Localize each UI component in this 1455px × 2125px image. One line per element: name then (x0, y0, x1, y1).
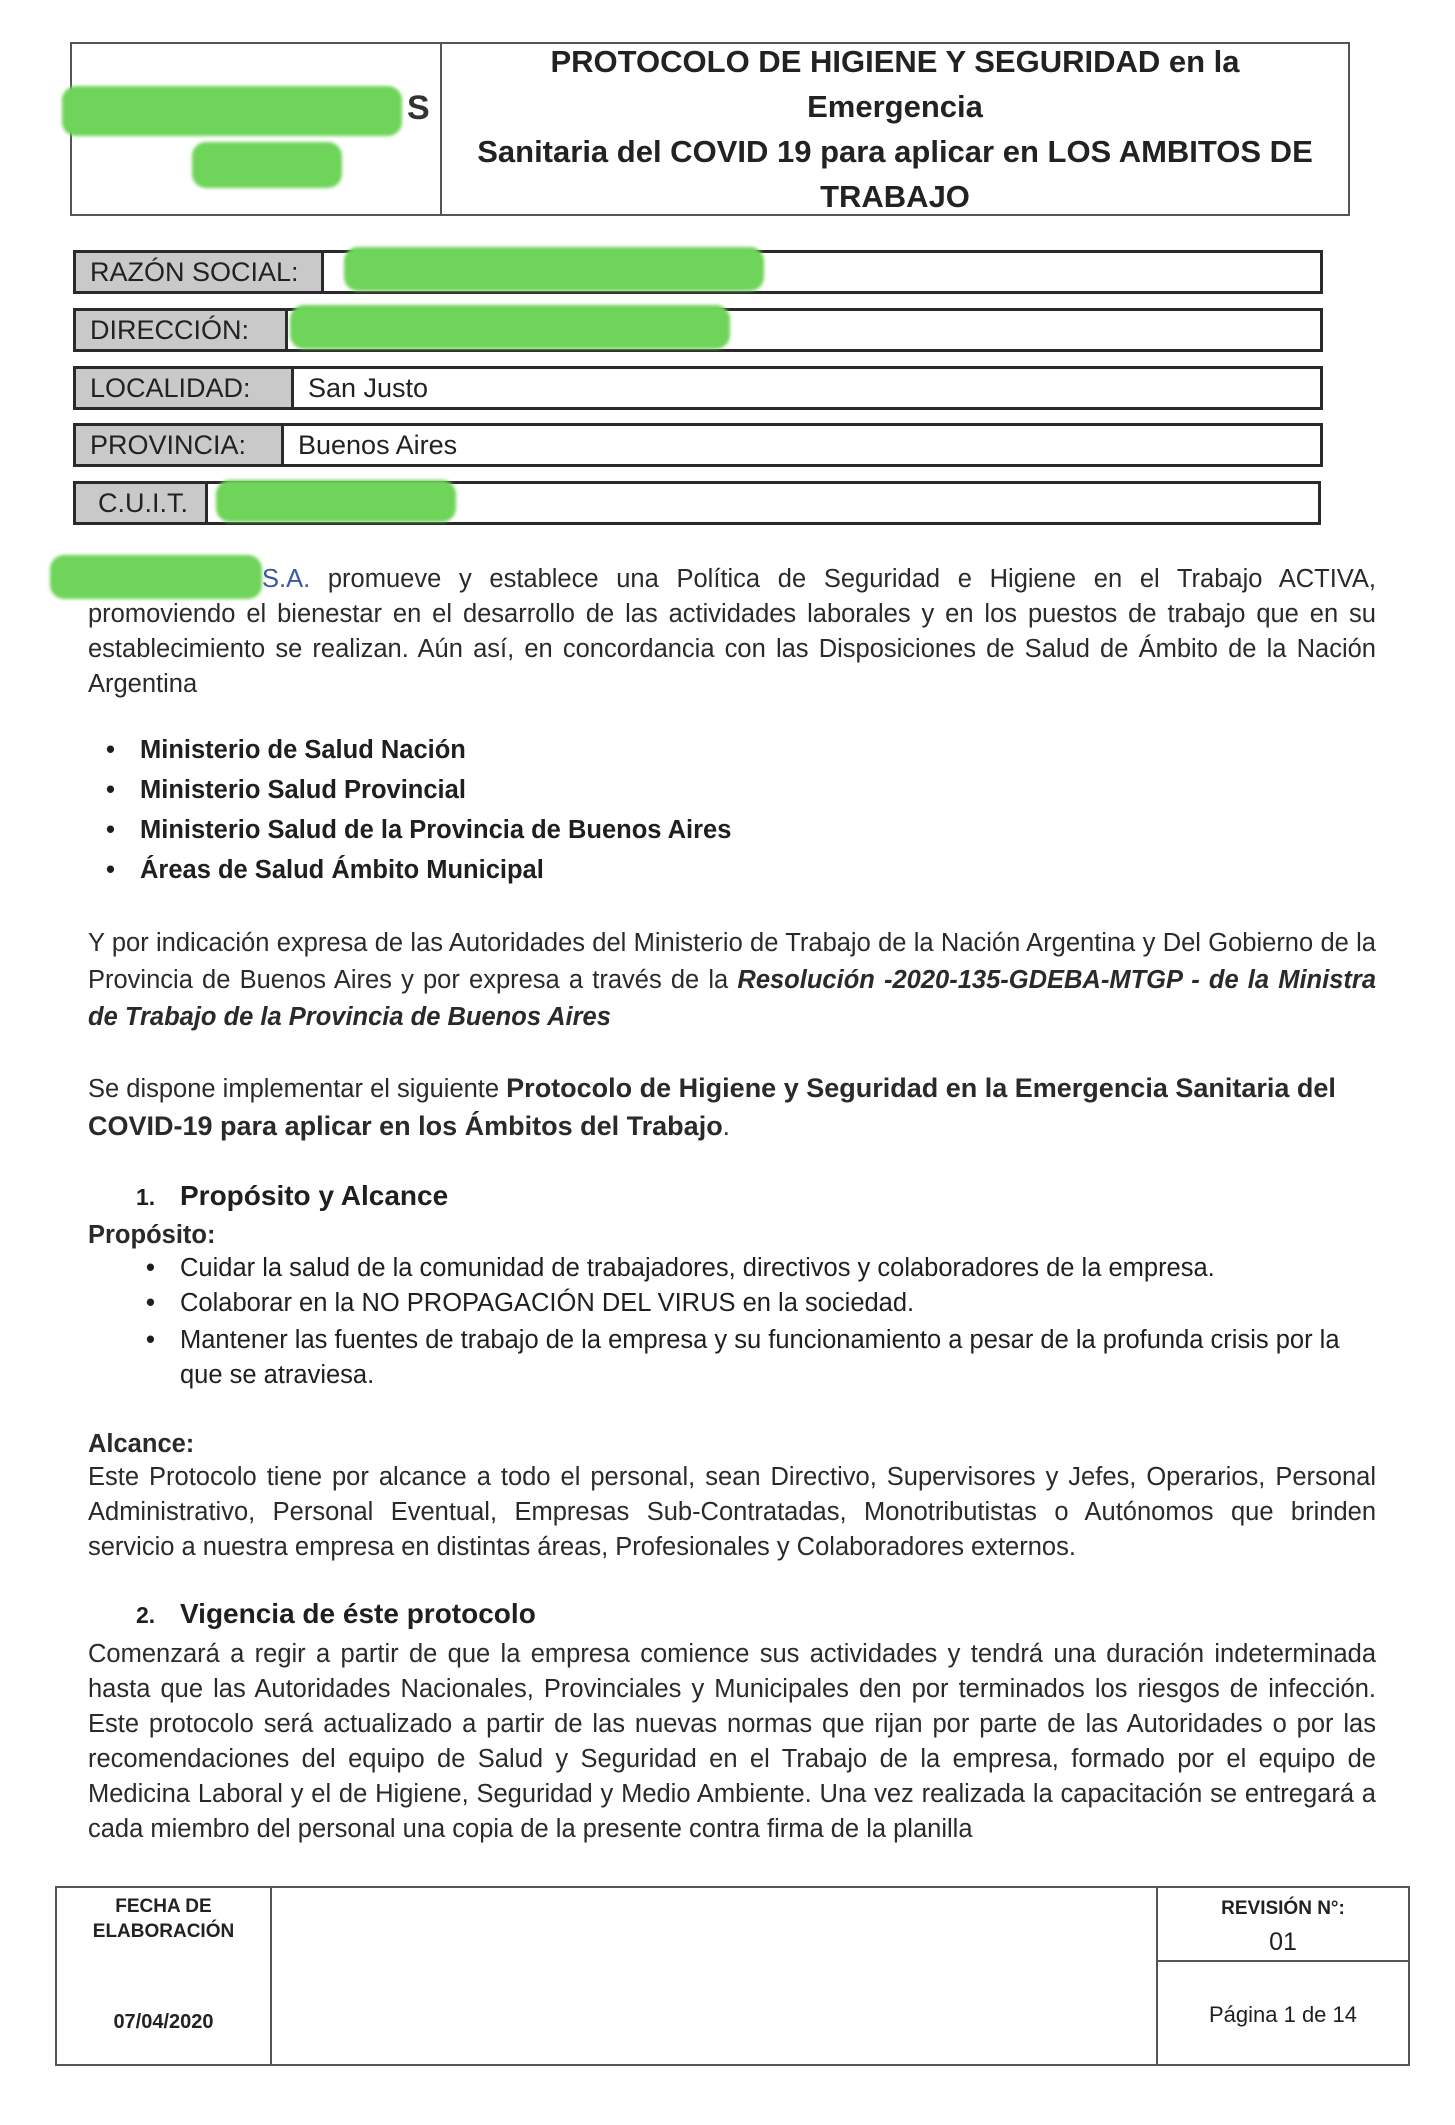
document-header (70, 42, 1350, 216)
section-number: 2. (136, 1602, 156, 1628)
fecha-label-line: FECHA DE (115, 1896, 212, 1917)
razon-social-field (73, 250, 1323, 294)
proposito-list (180, 1251, 1376, 1393)
field-value (288, 311, 1320, 349)
section-title: Vigencia de éste protocolo (180, 1598, 536, 1629)
cuit-field (73, 481, 1321, 525)
alcance-label: Alcance: (88, 1430, 195, 1458)
fecha-value: 07/04/2020 (113, 2011, 214, 2033)
document-footer (55, 1886, 1410, 2066)
list-item: • Cuidar la salud de la comunidad de trabajadores, directivos y colaboradores de la empresa. (180, 1251, 1376, 1286)
list-item: • Áreas de Salud Ámbito Municipal (140, 850, 731, 890)
direccion-field (73, 308, 1323, 352)
list-item: • Colaborar en la NO PROPAGACIÓN DEL VIRUS en la sociedad. (180, 1286, 1376, 1321)
revision-cell (1158, 1888, 1408, 2064)
field-label: RAZÓN SOCIAL: (76, 253, 324, 291)
redaction-mark (290, 305, 730, 349)
field-label: DIRECCIÓN: (76, 311, 288, 349)
field-value: Buenos Aires (298, 430, 458, 460)
footer-blank-cell (272, 1888, 1158, 2064)
title-line: TRABAJO (820, 179, 970, 214)
localidad-field (73, 366, 1323, 410)
redaction-mark (344, 247, 764, 291)
proposito-label: Propósito: (88, 1221, 216, 1249)
field-value (208, 484, 1318, 522)
company-suffix: S.A. (262, 565, 311, 593)
redaction-mark (216, 480, 456, 522)
list-item: • Ministerio Salud de la Provincia de Buenos Aires (140, 810, 731, 850)
fecha-label (57, 1894, 270, 1944)
logo-fragment: S (407, 89, 430, 127)
list-item: • Ministerio de Salud Nación (140, 730, 731, 770)
dispone-end: . (722, 1113, 730, 1141)
provincia-field (73, 423, 1323, 467)
intro-text: promueve y establece una Política de Seguridad e Higiene en el Trabajo ACTIVA, promoviendo el bienestar en el desarrollo de las actividades laborales y en los puestos de trabajo que en su establecimiento se realizan. Aún así, en concordancia con las Disposiciones de Salud de Ámbito de la Nación Argentina (88, 565, 1376, 698)
intro-paragraph (88, 562, 1376, 702)
revision-divider (1158, 1960, 1408, 1962)
company-logo-area (72, 44, 442, 214)
redaction-mark (62, 86, 402, 136)
section-title: Propósito y Alcance (180, 1180, 449, 1211)
field-value (324, 253, 1320, 291)
section-heading (136, 1598, 536, 1630)
document-title (442, 44, 1348, 214)
revision-value: 01 (1269, 1928, 1297, 1956)
redaction-mark (192, 142, 342, 188)
field-label: C.U.I.T. (76, 484, 208, 522)
title-line: PROTOCOLO DE HIGIENE Y SEGURIDAD en la Emergencia (550, 44, 1240, 124)
fecha-label-line: ELABORACIÓN (92, 1921, 235, 1942)
list-item: • Ministerio Salud Provincial (140, 770, 731, 810)
alcance-paragraph: Este Protocolo tiene por alcance a todo el personal, sean Directivo, Supervisores y Jefes, Operarios, Personal Administrativo, Personal Eventual, Empresas Sub-Contratadas, Monotributistas o Autónomos que brinden servicio a nuestra empresa en distintas áreas, Profesionales y Colaboradores externos. (88, 1463, 1376, 1561)
section-heading (136, 1180, 449, 1212)
field-label: LOCALIDAD: (76, 369, 294, 407)
vigencia-paragraph: Comenzará a regir a partir de que la empresa comience sus actividades y tendrá una duración indeterminada hasta que las Autoridades Nacionales, Provinciales y Municipales den por terminados los riesgos de infección. Este protocolo será actualizado a partir de las nuevas normas que rijan por parte de las Autoridades o por las recomendaciones del equipo de Salud y Seguridad en el Trabajo de la empresa, formado por el equipo de Medicina Laboral y el de Higiene, Seguridad y Medio Ambiente. Una vez realizada la capacitación se entregará a cada miembro del personal una copia de la presente contra firma de la planilla (88, 1640, 1376, 1843)
page-indicator: Página 1 de 14 (1208, 2002, 1358, 2027)
revision-label: REVISIÓN N°: (1221, 1898, 1345, 1919)
resolution-paragraph (88, 925, 1376, 1036)
dispone-text: Se dispone implementar el siguiente (88, 1075, 507, 1103)
list-item: • Mantener las fuentes de trabajo de la empresa y su funcionamiento a pesar de la profunda crisis por la que se atraviesa. (180, 1323, 1376, 1393)
resolution-text: Y por indicación expresa de las Autoridades del Ministerio de Trabajo de la Nación Argentina y Del Gobierno de la Provincia de Buenos Aires y por expresa a través de la (88, 929, 1376, 994)
fecha-cell (57, 1888, 272, 2064)
resolution-reference: Resolución -2020-135-GDEBA-MTGP - de la Ministra de Trabajo de la Provincia de Buenos Aires (88, 966, 1376, 1031)
ministries-list (140, 730, 731, 890)
section-number: 1. (136, 1184, 156, 1210)
dispone-paragraph (88, 1070, 1376, 1146)
field-value: San Justo (308, 373, 429, 403)
title-line: Sanitaria del COVID 19 para aplicar en LOS AMBITOS DE (477, 134, 1313, 169)
field-label: PROVINCIA: (76, 426, 284, 464)
protocol-name: Protocolo de Higiene y Seguridad en la Emergencia Sanitaria del COVID-19 para aplicar en los Ámbitos del Trabajo (88, 1073, 1336, 1141)
